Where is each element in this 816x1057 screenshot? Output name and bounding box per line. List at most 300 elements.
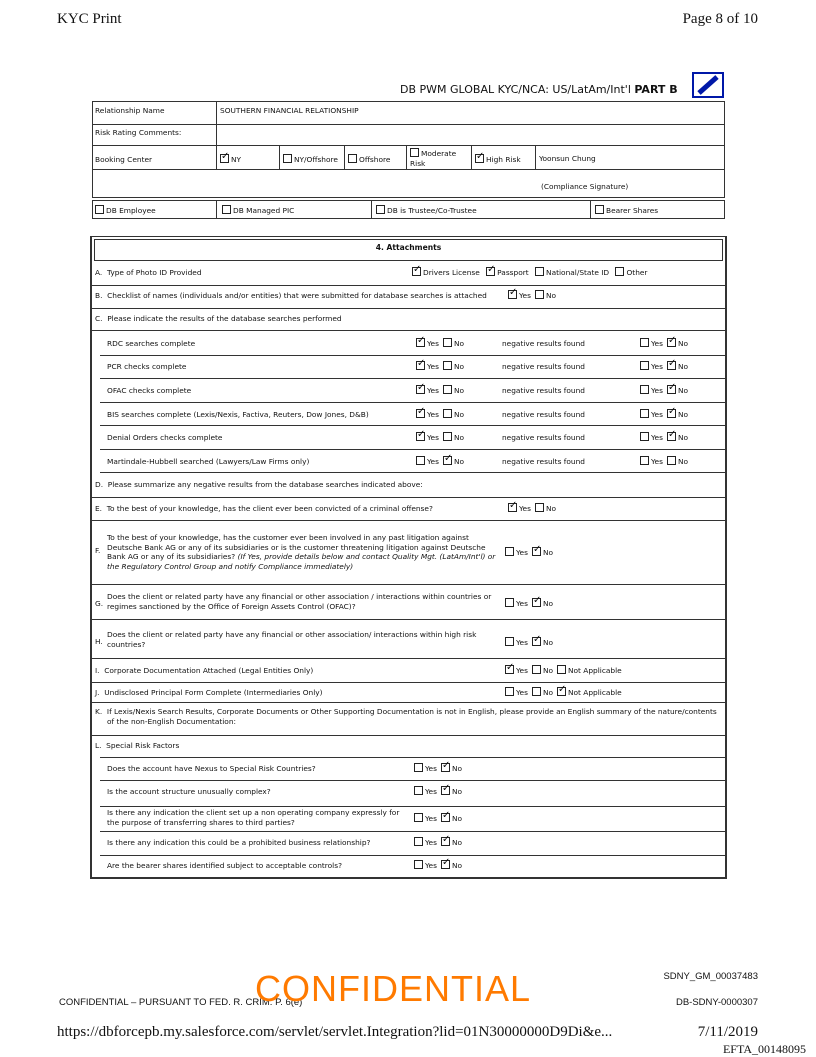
- yes-option[interactable]: [416, 457, 439, 466]
- option-label: No: [677, 386, 688, 395]
- search-denial-label: Denial Orders checks complete: [107, 433, 223, 442]
- search-denial-complete: [416, 432, 464, 443]
- print-title: KYC Print: [57, 11, 122, 27]
- option-label: No: [451, 764, 462, 773]
- risk-factor-complex: Is the account structure unusually complex?: [107, 787, 271, 796]
- search-denial-negative: [640, 432, 688, 443]
- checkbox-icon: [505, 665, 514, 674]
- relationship-name-label: Relationship Name: [95, 106, 165, 115]
- checkbox-icon: [535, 290, 544, 299]
- na-option[interactable]: [557, 666, 622, 675]
- option-label: No: [545, 291, 556, 300]
- divider: [100, 757, 725, 758]
- item-f-text: [107, 533, 495, 571]
- yes-option[interactable]: [414, 814, 437, 823]
- flag-bearer-shares[interactable]: [595, 205, 658, 216]
- option-label: NY/Offshore: [294, 155, 338, 164]
- divider: [216, 101, 217, 170]
- risk-factor-prohibited: Is there any indication this could be a prohibited business relationship?: [107, 838, 371, 847]
- checkbox-icon: [220, 154, 229, 163]
- risk-rating-label: Risk Rating Comments:: [95, 128, 182, 137]
- divider: [371, 200, 372, 219]
- checkbox-icon: [443, 432, 452, 441]
- item-f-line-italic: the Regulatory Control Group and notify Compliance immediately): [107, 561, 354, 571]
- search-ofac-label: OFAC checks complete: [107, 386, 192, 395]
- checkbox-icon: [505, 637, 514, 646]
- checkbox-icon: [595, 205, 604, 214]
- risk-factor-non-operating: [107, 808, 399, 827]
- option-label: No: [451, 814, 462, 823]
- no-option[interactable]: [667, 433, 688, 442]
- item-j-answer: [505, 687, 622, 698]
- option-label: No: [453, 339, 464, 348]
- yes-option[interactable]: [640, 433, 663, 442]
- divider: [100, 425, 725, 426]
- yes-option[interactable]: [640, 339, 663, 348]
- booking-high-risk[interactable]: [475, 154, 521, 165]
- yes-option[interactable]: [416, 362, 439, 371]
- checkbox-icon: [443, 385, 452, 394]
- item-f-line: Deutsche Bank AG or any of its subsidiaries or is the customer threatening litigation against Deutsche: [107, 542, 486, 552]
- no-option[interactable]: [667, 457, 688, 466]
- checkbox-icon: [441, 813, 450, 822]
- negative-results-label: negative results found: [502, 362, 585, 371]
- divider: [100, 806, 725, 807]
- no-option[interactable]: [441, 814, 462, 823]
- divider: [92, 619, 725, 620]
- relationship-name-value: SOUTHERN FINANCIAL RELATIONSHIP: [220, 106, 359, 115]
- option-label: Yes: [425, 861, 437, 870]
- option-label: Yes: [425, 814, 437, 823]
- flag-db-trustee[interactable]: [376, 205, 477, 216]
- confidential-note: CONFIDENTIAL – PURSUANT TO FED. R. CRIM. P. 6(e): [59, 997, 303, 1008]
- checkbox-icon: [532, 687, 541, 696]
- checkbox-icon: [441, 786, 450, 795]
- no-option[interactable]: [441, 861, 462, 870]
- option-label: No: [451, 861, 462, 870]
- option-label: No: [677, 362, 688, 371]
- checkbox-icon: [414, 786, 423, 795]
- item-text: Special Risk Factors: [106, 741, 180, 750]
- risk-factor-non-operating-answer: [414, 813, 462, 824]
- flag-db-employee[interactable]: [95, 205, 156, 216]
- option-label: Yes: [427, 410, 439, 419]
- item-letter: L.: [95, 741, 102, 750]
- item-c: [95, 314, 342, 324]
- item-i: [95, 666, 313, 676]
- divider: [100, 355, 725, 356]
- divider: [92, 584, 725, 585]
- item-text: Type of Photo ID Provided: [106, 268, 202, 277]
- divider: [100, 402, 725, 403]
- checkbox-icon: [532, 637, 541, 646]
- yes-option[interactable]: [505, 638, 528, 647]
- negative-results-label: negative results found: [502, 457, 585, 466]
- no-option[interactable]: [443, 410, 464, 419]
- risk-factor-complex-answer: [414, 786, 462, 797]
- photo-id-passport[interactable]: [486, 268, 529, 277]
- option-label: Yes: [516, 666, 528, 675]
- item-text: Please indicate the results of the database searches performed: [107, 314, 342, 323]
- item-f-answer: [505, 547, 553, 558]
- search-pcr-negative: [640, 361, 688, 372]
- yes-option[interactable]: [414, 861, 437, 870]
- divider: [92, 702, 725, 703]
- item-f-line: To the best of your knowledge, has the customer ever been involved in any past litigation against: [107, 533, 469, 542]
- checkbox-icon: [412, 267, 421, 276]
- efta-number: EFTA_00148095: [722, 1042, 806, 1056]
- item-text: Undisclosed Principal Form Complete (Intermediaries Only): [104, 688, 323, 697]
- option-label: No: [677, 457, 688, 466]
- print-url: https://dbforcepb.my.salesforce.com/servlet/servlet.Integration?lid=01N30000000D9Di&e...: [57, 1024, 613, 1040]
- yes-option[interactable]: [640, 386, 663, 395]
- option-label: Yes: [425, 787, 437, 796]
- checkbox-icon: [667, 338, 676, 347]
- print-date: 7/11/2019: [697, 1024, 758, 1040]
- checkbox-icon: [535, 503, 544, 512]
- checkbox-icon: [557, 687, 566, 696]
- yes-option[interactable]: [414, 838, 437, 847]
- item-k: [95, 707, 717, 726]
- checkbox-icon: [441, 763, 450, 772]
- divider: [92, 497, 725, 498]
- no-option[interactable]: [667, 410, 688, 419]
- checkbox-icon: [222, 205, 231, 214]
- no-option[interactable]: [532, 548, 553, 557]
- photo-id-options: [412, 267, 651, 278]
- option-label: Yes: [651, 457, 663, 466]
- checkbox-icon: [416, 385, 425, 394]
- checkbox-icon: [640, 338, 649, 347]
- item-text: Corporate Documentation Attached (Legal Entities Only): [104, 666, 314, 675]
- option-label: No: [453, 457, 464, 466]
- search-pcr-label: PCR checks complete: [107, 362, 187, 371]
- option-label: Yes: [427, 362, 439, 371]
- yes-option[interactable]: [640, 362, 663, 371]
- option-label: Yes: [651, 339, 663, 348]
- divider: [92, 520, 725, 521]
- divider: [100, 472, 725, 473]
- option-label: No: [542, 638, 553, 647]
- checkbox-icon: [416, 432, 425, 441]
- item-text: Checklist of names (individuals and/or entities) that were submitted for database searches is attached: [107, 291, 487, 300]
- option-label: Not Applicable: [568, 688, 622, 697]
- option-label: Yes: [651, 386, 663, 395]
- item-g-answer: [505, 598, 553, 609]
- checkbox-icon: [410, 148, 419, 157]
- risk-factor-line: the purpose of transferring shares to third parties?: [107, 817, 295, 827]
- option-label: No: [542, 688, 553, 697]
- yes-option[interactable]: [505, 688, 528, 697]
- negative-results-label: negative results found: [502, 386, 585, 395]
- no-option[interactable]: [532, 638, 553, 647]
- photo-id-other[interactable]: [615, 268, 647, 277]
- option-label: No: [451, 838, 462, 847]
- checkbox-icon: [505, 598, 514, 607]
- divider: [279, 145, 280, 170]
- form-title-part: PART B: [634, 83, 678, 96]
- checkbox-icon: [557, 665, 566, 674]
- no-option[interactable]: [667, 386, 688, 395]
- yes-option[interactable]: [505, 548, 528, 557]
- search-ofac-negative: [640, 385, 688, 396]
- option-label: No: [453, 362, 464, 371]
- option-label: Yes: [519, 291, 531, 300]
- compliance-name: Yoonsun Chung: [539, 154, 596, 163]
- yes-option[interactable]: [414, 764, 437, 773]
- no-option[interactable]: [535, 504, 556, 513]
- checkbox-icon: [414, 763, 423, 772]
- search-bis-negative: [640, 409, 688, 420]
- no-option[interactable]: [443, 362, 464, 371]
- item-j: [95, 688, 323, 698]
- no-option[interactable]: [667, 362, 688, 371]
- divider: [92, 735, 725, 736]
- negative-results-label: negative results found: [502, 410, 585, 419]
- no-option[interactable]: [441, 787, 462, 796]
- option-label: Yes: [516, 688, 528, 697]
- divider: [92, 285, 725, 286]
- compliance-label: (Compliance Signature): [541, 182, 629, 191]
- option-label: Yes: [425, 764, 437, 773]
- option-label: Not Applicable: [568, 666, 622, 675]
- search-rdc-complete: [416, 338, 464, 349]
- relationship-table: [92, 101, 725, 170]
- yes-option[interactable]: [416, 410, 439, 419]
- checkbox-icon: [508, 290, 517, 299]
- checkbox-icon: [443, 338, 452, 347]
- option-label: No: [677, 433, 688, 442]
- item-h-letter: H.: [95, 637, 103, 646]
- yes-option[interactable]: [508, 504, 531, 513]
- yes-option[interactable]: [505, 599, 528, 608]
- risk-factor-bearer-shares: Are the bearer shares identified subject to acceptable controls?: [107, 861, 342, 870]
- checkbox-icon: [667, 385, 676, 394]
- search-rdc-negative: [640, 338, 688, 349]
- checkbox-icon: [532, 547, 541, 556]
- option-label: Yes: [651, 433, 663, 442]
- item-h-text: [107, 630, 476, 649]
- no-option[interactable]: [535, 291, 556, 300]
- photo-id-national-state[interactable]: [535, 268, 609, 277]
- yes-option[interactable]: [640, 410, 663, 419]
- option-label: Other: [626, 268, 648, 277]
- option-label: No: [677, 339, 688, 348]
- option-label: Yes: [516, 548, 528, 557]
- divider: [92, 145, 725, 146]
- checkbox-icon: [640, 409, 649, 418]
- search-bis-complete: [416, 409, 464, 420]
- checkbox-icon: [667, 361, 676, 370]
- checkbox-icon: [414, 860, 423, 869]
- page-number: Page 8 of 10: [682, 11, 758, 27]
- checkbox-icon: [640, 432, 649, 441]
- risk-factor-nexus-answer: [414, 763, 462, 774]
- checkbox-icon: [475, 154, 484, 163]
- option-label: Drivers License: [423, 268, 480, 277]
- divider: [100, 780, 725, 781]
- form-title-text: DB PWM GLOBAL KYC/NCA: US/LatAm/Int'l: [400, 83, 635, 96]
- option-label: Bearer Shares: [606, 206, 659, 215]
- bates-number-2: DB-SDNY-0000307: [675, 997, 758, 1008]
- negative-results-label: negative results found: [502, 339, 585, 348]
- divider: [92, 308, 725, 309]
- checkbox-icon: [640, 456, 649, 465]
- item-letter: J.: [95, 688, 100, 697]
- item-g-line: regimes sanctioned by the Office of Foreign Assets Control (OFAC)?: [107, 601, 356, 611]
- item-a: [95, 268, 202, 278]
- no-option[interactable]: [443, 457, 464, 466]
- option-label: DB Employee: [106, 206, 156, 215]
- checkbox-icon: [505, 687, 514, 696]
- option-label: No: [542, 548, 553, 557]
- yes-option[interactable]: [640, 457, 663, 466]
- risk-factor-bearer-shares-answer: [414, 860, 462, 871]
- option-label: Yes: [427, 386, 439, 395]
- search-bis-label: BIS searches complete (Lexis/Nexis, Factiva, Reuters, Dow Jones, D&B): [107, 410, 369, 419]
- item-text: Please summarize any negative results from the database searches indicated above:: [107, 480, 423, 489]
- booking-offshore[interactable]: [348, 154, 390, 165]
- checkbox-icon: [348, 154, 357, 163]
- risk-factor-prohibited-answer: [414, 837, 462, 848]
- item-g-text: [107, 592, 491, 611]
- divider: [92, 124, 725, 125]
- checkbox-icon: [640, 385, 649, 394]
- attachments-heading: 4. Attachments: [375, 243, 442, 252]
- checkbox-icon: [667, 432, 676, 441]
- option-label: No: [453, 433, 464, 442]
- divider: [92, 682, 725, 683]
- option-label: DB is Trustee/Co-Trustee: [387, 206, 477, 215]
- no-option[interactable]: [443, 339, 464, 348]
- no-option[interactable]: [443, 433, 464, 442]
- no-option[interactable]: [443, 386, 464, 395]
- item-letter: I.: [95, 666, 100, 675]
- no-option[interactable]: [532, 688, 553, 697]
- search-ofac-complete: [416, 385, 464, 396]
- option-label: Offshore: [359, 155, 391, 164]
- item-text: To the best of your knowledge, has the client ever been convicted of a criminal offense?: [106, 504, 433, 513]
- no-option[interactable]: [667, 339, 688, 348]
- item-f-line-italic: (If Yes, provide details below and contact Quality Mgt. (LatAm/Int'l) or: [237, 552, 496, 561]
- photo-id-drivers-license[interactable]: [412, 268, 480, 277]
- checkbox-icon: [416, 361, 425, 370]
- item-d: [95, 480, 423, 490]
- item-h-line: Does the client or related party have any financial or other association/ interactions within high risk: [107, 630, 477, 639]
- search-martindale-complete: [416, 456, 464, 467]
- checkbox-icon: [416, 456, 425, 465]
- risk-factor-line: Is there any indication the client set up a non operating company expressly for: [107, 808, 400, 817]
- divider: [92, 330, 725, 331]
- divider: [535, 145, 536, 170]
- na-option[interactable]: [557, 688, 622, 697]
- bates-number-1: SDNY_GM_00037483: [663, 971, 758, 982]
- yes-option[interactable]: [414, 787, 437, 796]
- divider: [100, 855, 725, 856]
- deutsche-bank-logo-icon: [692, 72, 724, 98]
- no-option[interactable]: [441, 838, 462, 847]
- item-letter: E.: [95, 504, 103, 513]
- checkbox-icon: [441, 837, 450, 846]
- divider: [344, 145, 345, 170]
- checkbox-icon: [283, 154, 292, 163]
- checkbox-icon: [95, 205, 104, 214]
- option-label: No: [451, 787, 462, 796]
- no-option[interactable]: [441, 764, 462, 773]
- booking-ny[interactable]: [220, 154, 241, 165]
- option-label: No: [453, 410, 464, 419]
- checkbox-icon: [486, 267, 495, 276]
- yes-option[interactable]: [508, 291, 531, 300]
- item-b-answer: [508, 290, 556, 301]
- no-option[interactable]: [532, 599, 553, 608]
- option-label: No: [542, 599, 553, 608]
- option-label: Moderate Risk: [410, 149, 457, 168]
- item-b: [95, 291, 487, 301]
- divider: [471, 145, 472, 170]
- checkbox-icon: [505, 547, 514, 556]
- booking-ny-offshore[interactable]: [283, 154, 338, 165]
- option-label: National/State ID: [546, 268, 610, 277]
- yes-option[interactable]: [416, 433, 439, 442]
- item-e-answer: [508, 503, 556, 514]
- yes-option[interactable]: [416, 386, 439, 395]
- option-label: DB Managed PIC: [233, 206, 295, 215]
- option-label: Yes: [427, 339, 439, 348]
- form-title: [400, 83, 678, 96]
- yes-option[interactable]: [416, 339, 439, 348]
- booking-moderate-risk[interactable]: [410, 148, 470, 168]
- item-f-letter: F.: [95, 546, 101, 555]
- item-h-line: countries?: [107, 639, 146, 649]
- checkbox-icon: [615, 267, 624, 276]
- item-letter: C.: [95, 314, 103, 323]
- option-label: Yes: [516, 638, 528, 647]
- search-pcr-complete: [416, 361, 464, 372]
- search-martindale-negative: [640, 456, 688, 467]
- search-rdc-label: RDC searches complete: [107, 339, 196, 348]
- checkbox-icon: [443, 409, 452, 418]
- divider: [92, 658, 725, 659]
- checkbox-icon: [532, 665, 541, 674]
- risk-factor-nexus: Does the account have Nexus to Special Risk Countries?: [107, 764, 316, 773]
- checkbox-icon: [535, 267, 544, 276]
- flag-db-managed-pic[interactable]: [222, 205, 294, 216]
- item-letter: D.: [95, 480, 104, 489]
- checkbox-icon: [532, 598, 541, 607]
- checkbox-icon: [416, 409, 425, 418]
- checkbox-icon: [667, 456, 676, 465]
- item-letter: B.: [95, 291, 103, 300]
- item-i-answer: [505, 665, 622, 676]
- item-f-line: Bank AG or any of its subsidiaries?: [107, 552, 238, 561]
- checkbox-icon: [443, 456, 452, 465]
- item-e: [95, 504, 433, 514]
- no-option[interactable]: [532, 666, 553, 675]
- option-label: Yes: [516, 599, 528, 608]
- booking-center-label: Booking Center: [95, 155, 153, 164]
- checkbox-icon: [414, 813, 423, 822]
- option-label: Yes: [427, 433, 439, 442]
- option-label: No: [677, 410, 688, 419]
- yes-option[interactable]: [505, 666, 528, 675]
- checkbox-icon: [414, 837, 423, 846]
- item-letter: K.: [95, 707, 103, 716]
- option-label: Yes: [519, 504, 531, 513]
- option-label: No: [545, 504, 556, 513]
- confidential-stamp: CONFIDENTIAL: [255, 968, 532, 1009]
- option-label: NY: [231, 155, 242, 164]
